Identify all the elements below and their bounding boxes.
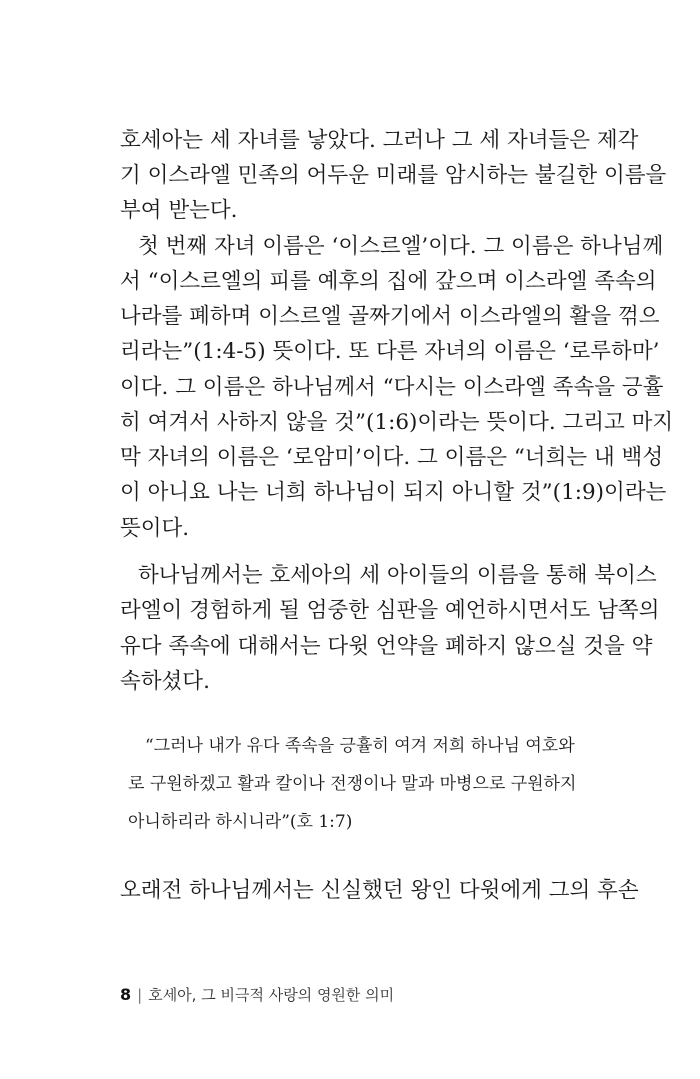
body-line-9: 히 여겨서 사하지 않을 것”(1:6)이라는 뜻이다. 그리고 마지 xyxy=(120,410,674,435)
quote-line-2: 로 구원하겠고 활과 칼이나 전쟁이나 말과 마병으로 구원하지 xyxy=(128,774,577,794)
body-line-2: 기 이스라엘 민족의 어두운 미래를 암시하는 불길한 이름을 xyxy=(120,163,667,188)
quote-line-1: “그러나 내가 유다 족속을 긍휼히 여겨 저희 하나님 여호와 xyxy=(145,736,575,756)
body-line-3: 부여 받는다. xyxy=(120,198,238,223)
body-line-11: 이 아니요 나는 너희 하나님이 되지 아니할 것”(1:9)이라는 xyxy=(120,480,667,505)
page-number: 8 xyxy=(120,985,132,1004)
body-line-14: 라엘이 경험하게 될 엄중한 심판을 예언하시면서도 남쪽의 xyxy=(120,598,660,623)
body-line-13: 하나님께서는 호세아의 세 아이들의 이름을 통해 북이스 xyxy=(138,563,657,588)
body-line-12: 뜻이다. xyxy=(120,516,190,541)
body-line-last: 오래전 하나님께서는 신실했던 왕인 다윗에게 그의 후손 xyxy=(120,878,639,903)
body-line-15: 유다 족속에 대해서는 다윗 언약을 폐하지 않으실 것을 약 xyxy=(120,634,653,659)
footer-separator: | xyxy=(137,986,143,1004)
body-line-1: 호세아는 세 자녀를 낳았다. 그러나 그 세 자녀들은 제각 xyxy=(120,128,639,153)
book-title: 호세아, 그 비극적 사랑의 영원한 의미 xyxy=(148,986,395,1004)
body-line-10: 막 자녀의 이름은 ‘로암미’이다. 그 이름은 “너희는 내 백성 xyxy=(120,445,664,470)
page-footer xyxy=(120,984,394,1005)
body-line-8: 이다. 그 이름은 하나님께서 “다시는 이스라엘 족속을 긍휼 xyxy=(120,375,664,400)
body-line-4: 첫 번째 자녀 이름은 ‘이스르엘’이다. 그 이름은 하나님께 xyxy=(138,234,664,259)
body-line-6: 나라를 폐하며 이스르엘 골짜기에서 이스라엘의 활을 꺾으 xyxy=(120,304,660,329)
body-line-5: 서 “이스르엘의 피를 예후의 집에 갚으며 이스라엘 족속의 xyxy=(120,269,657,294)
quote-line-3: 아니하리라 하시니라”(호 1:7) xyxy=(128,812,353,832)
body-line-7: 리라는”(1:4-5) 뜻이다. 또 다른 자녀의 이름은 ‘로루하마’ xyxy=(120,339,660,364)
body-line-16: 속하셨다. xyxy=(120,669,210,694)
